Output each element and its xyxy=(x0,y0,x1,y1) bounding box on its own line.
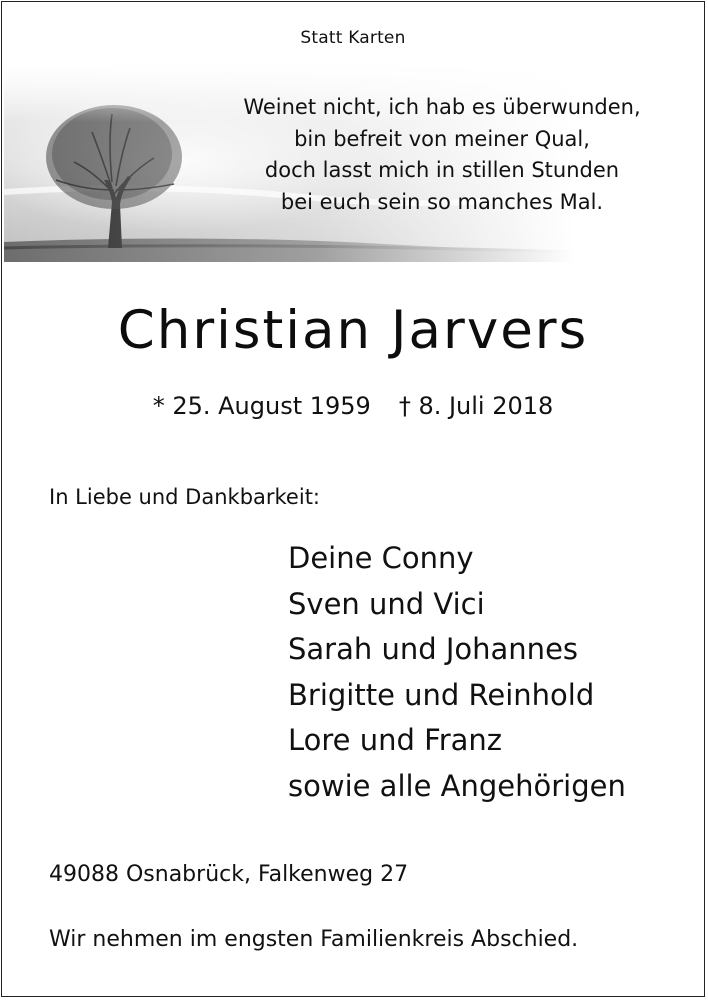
closing-note: Wir nehmen im engsten Familienkreis Abschied. xyxy=(49,927,579,952)
poem-line: bin befreit von meiner Qual, xyxy=(294,126,590,151)
life-dates xyxy=(2,392,704,420)
mourner-name: Deine Conny xyxy=(288,541,474,575)
poem-line: bei euch sein so manches Mal. xyxy=(280,189,604,214)
mourner-name: Sarah und Johannes xyxy=(288,632,579,666)
mourners-intro: In Liebe und Dankbarkeit: xyxy=(49,485,321,509)
poem xyxy=(212,92,672,218)
poem-line: doch lasst mich in stillen Stunden xyxy=(264,158,620,182)
obituary-notice xyxy=(1,1,705,997)
death-date: † 8. Juli 2018 xyxy=(398,392,554,420)
mourner-name: Lore und Franz xyxy=(288,723,502,757)
mourner-name: Sven und Vici xyxy=(288,586,485,621)
mourners-list xyxy=(288,536,626,809)
header-note: Statt Karten xyxy=(300,28,406,48)
mourner-name: Brigitte und Reinhold xyxy=(288,677,595,712)
mourner-name: sowie alle Angehörigen xyxy=(288,768,626,803)
birth-date: * 25. August 1959 xyxy=(152,392,371,420)
poem-line: Weinet nicht, ich hab es überwunden, xyxy=(243,95,641,119)
deceased-name: Christian Jarvers xyxy=(117,300,589,361)
address: 49088 Osnabrück, Falkenweg 27 xyxy=(49,862,409,887)
